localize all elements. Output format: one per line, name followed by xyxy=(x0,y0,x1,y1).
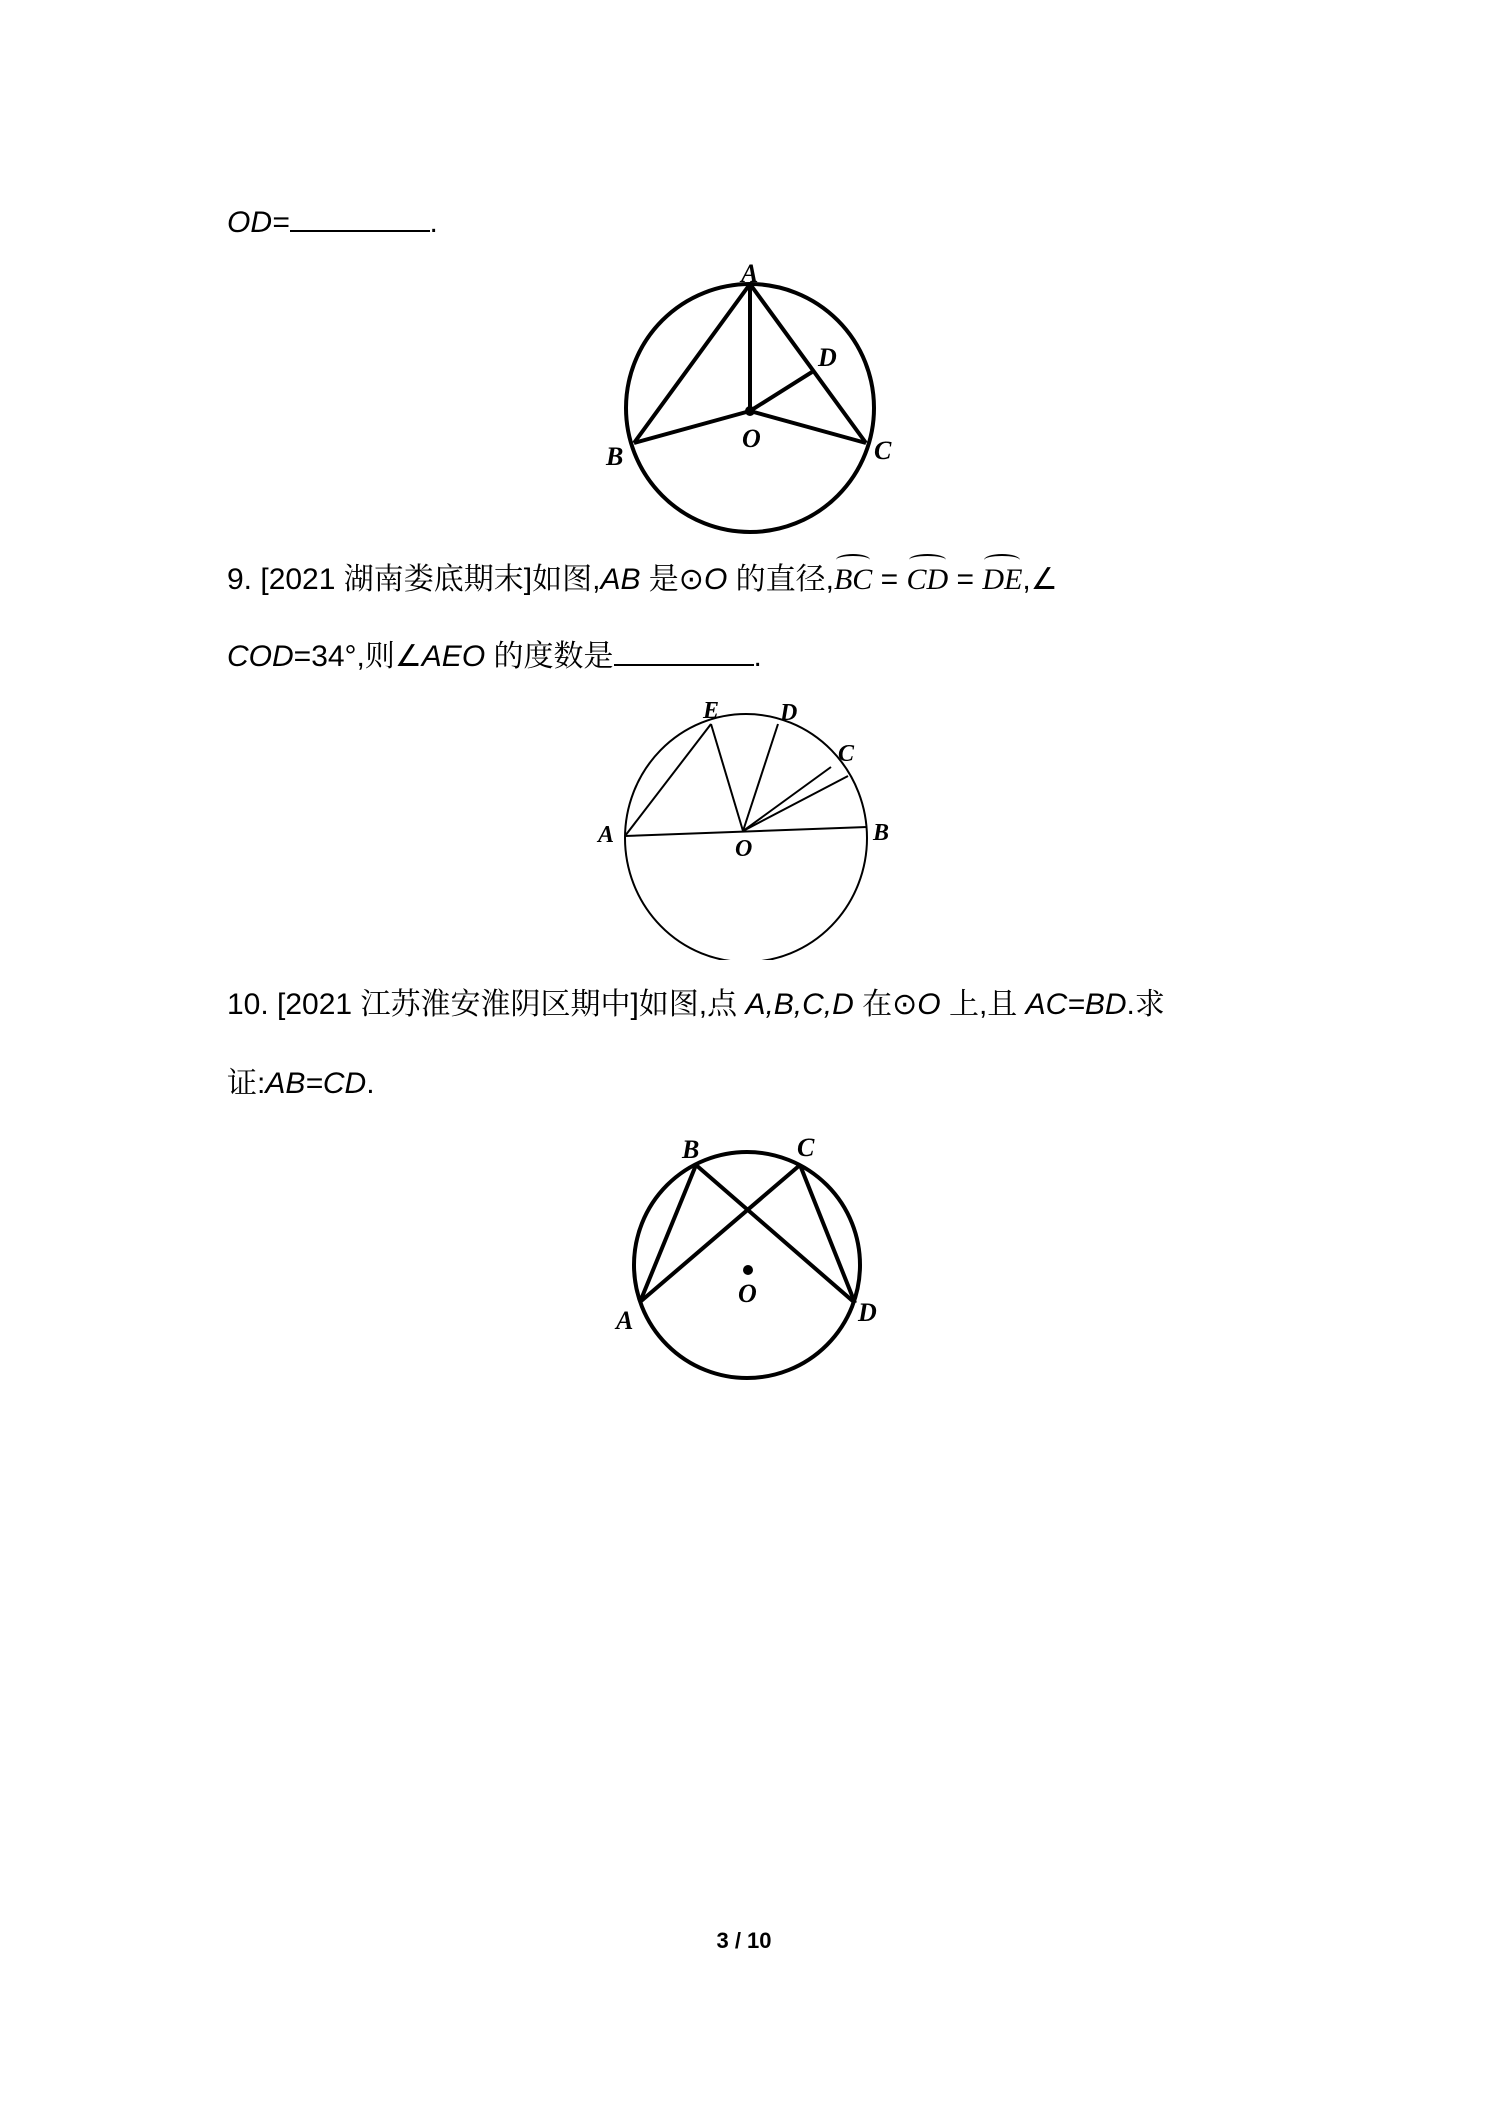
q9-answer-blank[interactable] xyxy=(614,638,754,666)
q9-mid1: 是⊙ xyxy=(640,563,704,596)
fig10-label-B: B xyxy=(682,1135,700,1164)
q9-COD: COD xyxy=(227,640,294,673)
q9-mid2: 的直径, xyxy=(727,563,834,596)
q10-O: O xyxy=(917,988,941,1021)
q9-eq2: = xyxy=(948,563,983,596)
figure-q9 xyxy=(580,690,920,960)
fig10-label-A: A xyxy=(616,1306,634,1335)
fig9-seg-OC xyxy=(743,767,831,831)
fig8-label-B: B xyxy=(606,442,624,471)
q10-end1: .求 xyxy=(1126,988,1165,1021)
fig9-label-E: E xyxy=(703,698,720,724)
q10-prove: 证: xyxy=(227,1067,266,1100)
q9-AEO: AEO xyxy=(421,640,486,673)
q10-condition: AC=BD xyxy=(1025,988,1127,1021)
fig10-center-dot xyxy=(743,1265,753,1275)
q9-arc-BC: BC xyxy=(834,560,872,600)
fig8-label-O: O xyxy=(742,424,761,453)
fig9-seg-AE xyxy=(625,724,711,836)
q9-line-1 xyxy=(227,560,1058,600)
q9-end: . xyxy=(753,640,762,673)
fig9-label-A: A xyxy=(598,822,615,848)
q9-eq1: = xyxy=(872,563,907,596)
q8-answer-line xyxy=(227,203,438,243)
q10-end2: . xyxy=(366,1067,375,1100)
q10-prefix: 10. [2021 江苏淮安淮阴区期中]如图,点 xyxy=(227,988,746,1021)
fig8-label-C: C xyxy=(874,436,892,465)
q8-label: OD= xyxy=(227,206,290,239)
fig9-label-O: O xyxy=(735,836,753,862)
q9-prefix: 9. [2021 湖南娄底期末]如图, xyxy=(227,563,601,596)
q8-end: . xyxy=(429,206,438,239)
fig10-label-O: O xyxy=(738,1279,757,1308)
fig9-label-C: C xyxy=(838,741,855,767)
q10-points: A,B,C,D xyxy=(745,988,854,1021)
q9-line-2 xyxy=(227,637,762,677)
fig8-label-D: D xyxy=(818,343,837,372)
fig8-center-dot xyxy=(745,406,755,416)
q10-line-2 xyxy=(227,1064,375,1104)
q10-goal: AB=CD xyxy=(265,1067,367,1100)
fig8-seg-AC xyxy=(750,284,866,443)
q9-ask: 的度数是 xyxy=(485,640,614,673)
q10-mid2: 上,且 xyxy=(940,988,1026,1021)
q9-arc-DE: DE xyxy=(982,560,1022,600)
page-number: 3 / 10 xyxy=(716,1928,772,1953)
fig8-seg-AB xyxy=(634,284,750,443)
q10-mid1: 在⊙ xyxy=(853,988,918,1021)
fig9-label-D: D xyxy=(780,700,798,726)
fig10-circle xyxy=(634,1152,860,1378)
q9-AB: AB xyxy=(600,563,641,596)
fig8-label-A: A xyxy=(741,259,759,288)
fig9-seg-EO xyxy=(711,724,743,831)
fig9-label-B: B xyxy=(873,820,890,846)
fig8-seg-OD xyxy=(750,372,812,411)
q9-angle: ,∠ xyxy=(1022,563,1058,596)
figure-q10 xyxy=(600,1125,900,1395)
fig10-label-C: C xyxy=(797,1133,815,1162)
q8-answer-blank[interactable] xyxy=(290,204,430,232)
q9-given: =34°,则∠ xyxy=(293,640,422,673)
figure-q8 xyxy=(590,255,910,535)
q10-line-1 xyxy=(227,985,1165,1025)
fig10-label-D: D xyxy=(858,1298,877,1327)
q9-arc-CD: CD xyxy=(907,560,949,600)
q9-O: O xyxy=(703,563,728,596)
